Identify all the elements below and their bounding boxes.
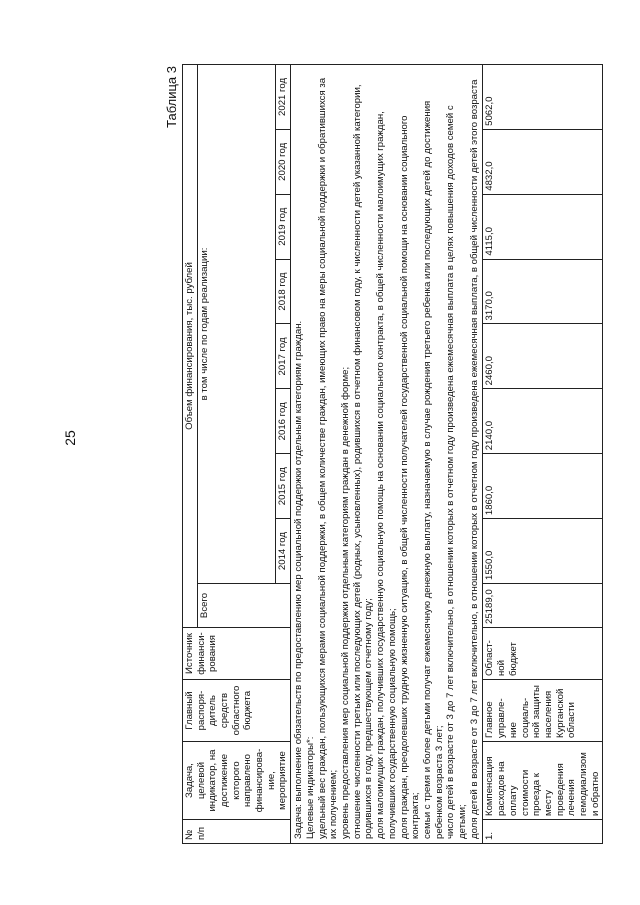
task-line: семьи с тремя и более детьми получат ежемесячную денежную выплату, назначаемую в случае рождения третьего ребенка или последующих детей до достижения ребенком возраста 3 лет; — [421, 100, 445, 839]
row-value: 1860,0 — [483, 454, 603, 519]
header-year: 2020 год — [276, 129, 291, 194]
task-line: уровень предоставления мер социальной поддержки отдельным категориям граждан в денежной форме; — [340, 366, 351, 839]
table-row — [483, 65, 603, 844]
header-funding: Объем финансирования, тыс. рублей — [182, 65, 197, 628]
header-admin: Главный распоря-дитель средств областного бюджета — [182, 680, 290, 742]
header-year: 2016 год — [276, 389, 291, 454]
rotated-table-sheet — [164, 64, 601, 844]
row-num: 1. — [483, 820, 603, 844]
header-task: Задача, целевой индикатор, на достижение которого направлено финансирова-ние, мероприятие — [182, 742, 290, 820]
header-year: 2018 год — [276, 259, 291, 324]
row-value: 1550,0 — [483, 519, 603, 584]
header-year: 2014 год — [276, 519, 291, 584]
row-value: 4832,0 — [483, 129, 603, 194]
task-line: Задача: выполнение обязательств по предоставлению мер социальной поддержки отдельным категориям граждан. — [293, 320, 305, 839]
row-value: 5062,0 — [483, 65, 603, 130]
task-line: доля малоимущих граждан, получивших государственную социальную помощь на основании социального контракта, в общей численности малоимущих граждан, получивших государственную социальную помощь; — [375, 111, 398, 839]
row-total: 25189,0 — [483, 584, 603, 628]
row-value: 2460,0 — [483, 324, 603, 389]
row-value: 2140,0 — [483, 389, 603, 454]
header-year: 2017 год — [276, 324, 291, 389]
task-line: доля детей в возрасте от 3 до 7 лет включительно, в отношении которых в отчетном году произведена ежемесячная выплата, в общей численности детей этого возраста — [468, 79, 480, 839]
funding-table — [182, 64, 604, 844]
task-line: удельный вес граждан, пользующихся мерами социальной поддержки, в общем количестве граждан, имеющих право на меры социальной поддержки и обратившихся за их получением; — [316, 77, 340, 839]
row-value: 4115,0 — [483, 194, 603, 259]
header-total: Всего — [197, 584, 291, 628]
row-source: Област-ной бюджет — [483, 628, 603, 680]
task-line: Целевые индикаторы*: — [304, 736, 316, 839]
header-year: 2021 год — [276, 65, 291, 130]
header-year: 2015 год — [276, 454, 291, 519]
row-measure: Компенсация расходов на оплату стоимости проезда к месту проведения лечения гемодиализом и обратно — [483, 742, 603, 820]
header-num: № п/п — [182, 820, 290, 844]
task-line: отношение численности третьих или последующих детей (родных, усыновленных), родившихся в отчетном финансовом году, к численности детей указанной категории, родившихся в году, предшествующем отчетному году; — [351, 84, 375, 839]
task-block — [291, 65, 483, 844]
table-title: Таблица 3 — [164, 66, 179, 128]
task-line: доля граждан, преодолевших трудную жизненную ситуацию, в общей численности получателей государственной социальной помощи на основании социального контракта; — [398, 115, 422, 839]
header-by-years: в том числе по годам реализации: — [197, 65, 276, 584]
row-admin: Главное управле-ние социаль-ной защиты населения Курганской области — [483, 680, 603, 742]
row-value: 3170,0 — [483, 259, 603, 324]
page-number: 25 — [61, 430, 78, 446]
task-line: число детей в возрасте от 3 до 7 лет включительно, в отношении которых в отчетном году произведена ежемесячная выплата в целях повышения доходов семей с детьми; — [445, 105, 469, 839]
header-source: Источник финанси-рования — [182, 628, 290, 680]
header-year: 2019 год — [276, 194, 291, 259]
